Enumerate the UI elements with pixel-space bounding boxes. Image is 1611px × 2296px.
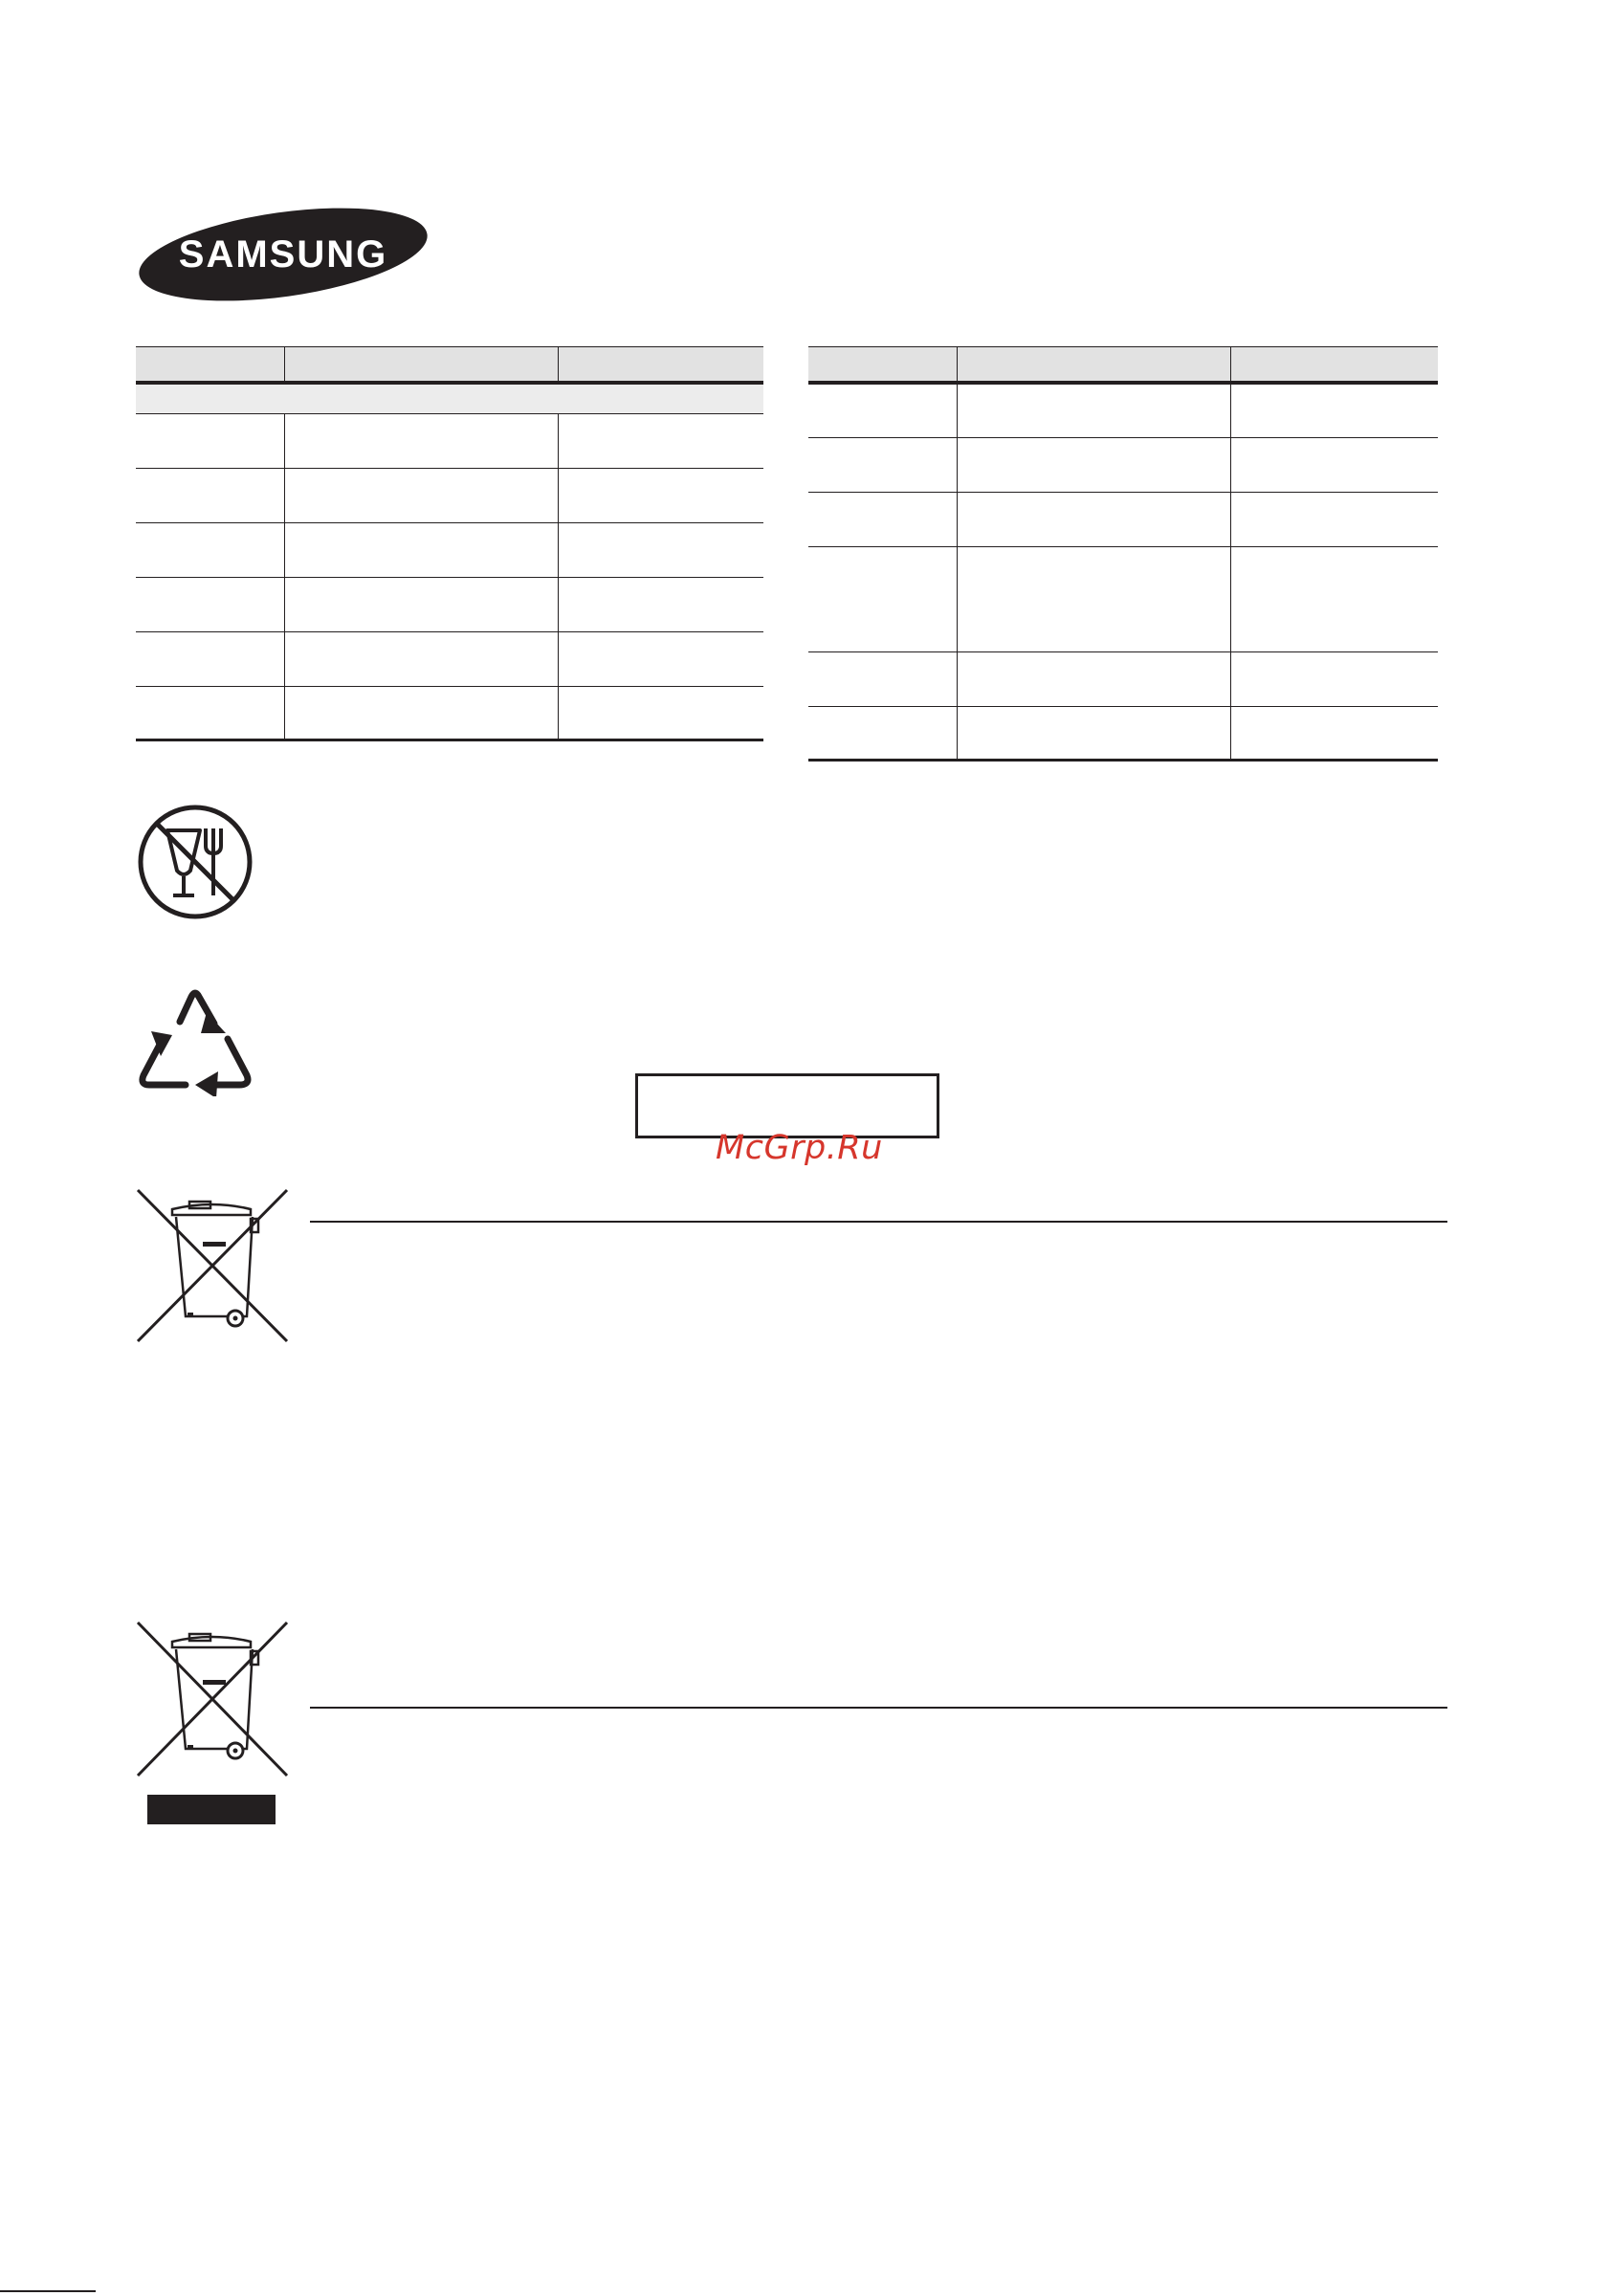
crossed-out-wheelie-bin-icon <box>134 1186 291 1345</box>
table-section-row <box>136 383 763 414</box>
table-header-cell <box>1230 347 1438 384</box>
watermark-text: McGrp.Ru <box>716 1129 883 1167</box>
spec-table-left <box>136 346 763 741</box>
table-header-row <box>808 347 1438 384</box>
table-header-row <box>136 347 763 384</box>
table-row <box>808 651 1438 706</box>
table-header-cell <box>136 347 284 384</box>
black-bar <box>147 1795 276 1824</box>
table-header-cell <box>957 347 1230 384</box>
table-row <box>808 437 1438 492</box>
spec-table-right <box>808 346 1438 762</box>
horizontal-rule <box>310 1221 1447 1223</box>
horizontal-rule <box>310 1707 1447 1709</box>
table-header-cell <box>558 347 763 384</box>
table-row <box>136 523 763 578</box>
table-row <box>136 469 763 523</box>
no-food-contact-icon <box>135 802 255 922</box>
table-header-cell <box>284 347 558 384</box>
table-row <box>808 706 1438 760</box>
table-row <box>808 546 1438 651</box>
table-row <box>136 414 763 469</box>
table-header-cell <box>808 347 957 384</box>
samsung-logo <box>137 205 430 304</box>
table-row <box>136 687 763 740</box>
table-row <box>136 632 763 687</box>
samsung-logo-text: SAMSUNG <box>178 233 388 276</box>
footer-rule <box>0 2290 96 2292</box>
crossed-out-wheelie-bin-icon <box>134 1619 291 1779</box>
table-row <box>808 383 1438 437</box>
table-row <box>808 492 1438 546</box>
recycle-triangle-icon <box>134 983 256 1096</box>
table-row <box>136 578 763 632</box>
